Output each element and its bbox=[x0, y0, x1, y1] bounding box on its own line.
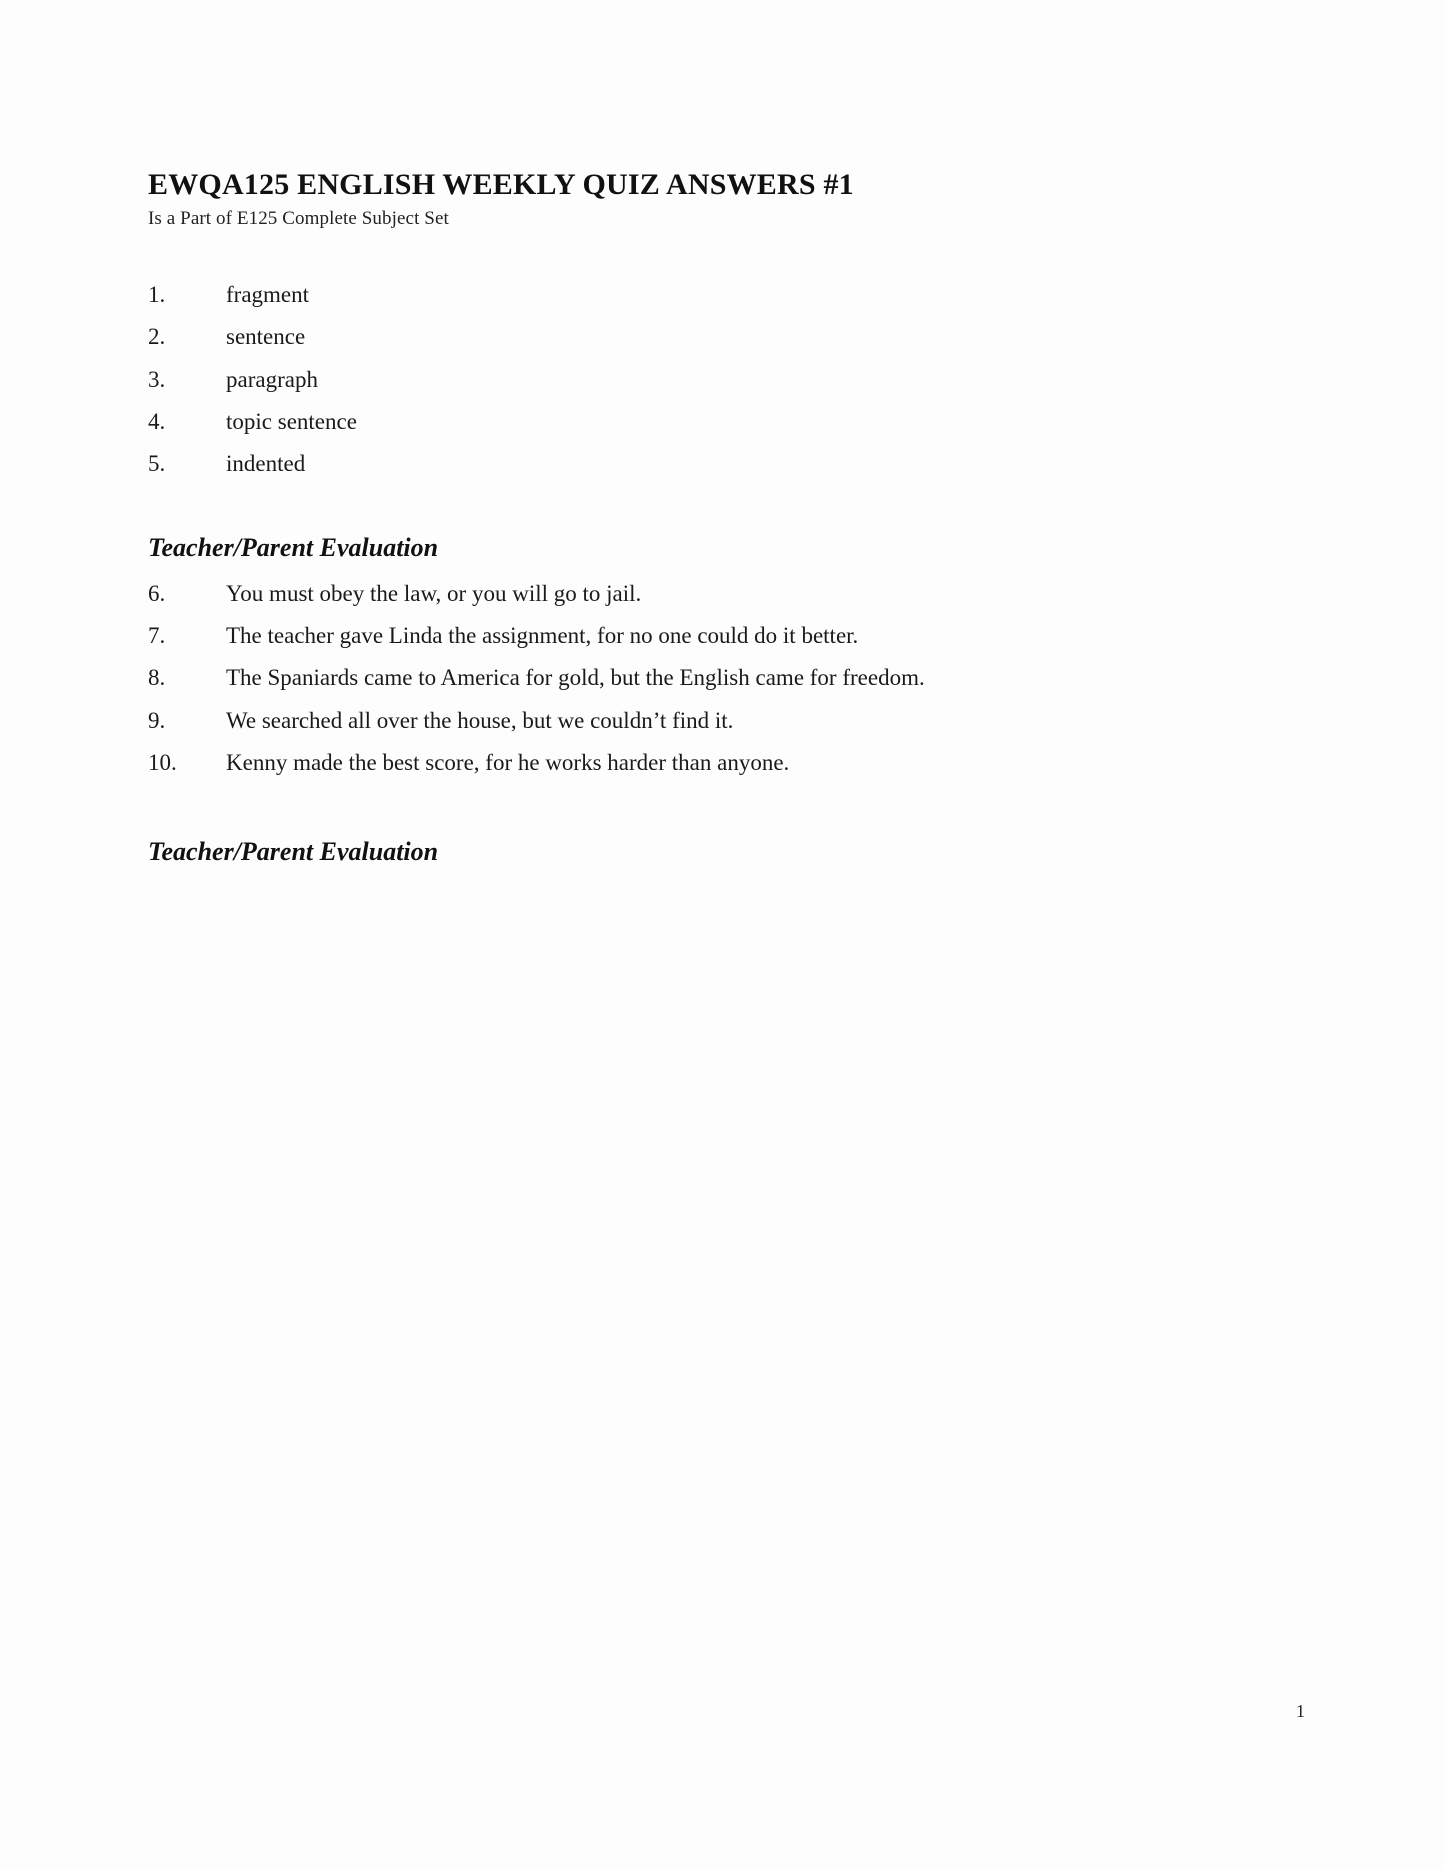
list-item-number: 5. bbox=[148, 451, 166, 477]
list-item bbox=[148, 704, 1268, 737]
list-item-text: Kenny made the best score, for he works harder than anyone. bbox=[226, 750, 790, 776]
list-item-number: 6. bbox=[148, 580, 166, 606]
answer-list-part-two bbox=[148, 577, 1268, 780]
list-item bbox=[148, 577, 1268, 610]
list-item bbox=[148, 447, 1268, 480]
list-item-text: The teacher gave Linda the assignment, for no one could do it better. bbox=[226, 623, 859, 649]
list-item-text: indented bbox=[226, 451, 306, 477]
list-item-number: 8. bbox=[148, 665, 166, 691]
list-item-text: topic sentence bbox=[226, 409, 357, 435]
list-item-number: 4. bbox=[148, 409, 166, 435]
list-item-number: 9. bbox=[148, 707, 166, 733]
section-heading-evaluation-two: Teacher/Parent Evaluation bbox=[148, 837, 439, 867]
document-content bbox=[148, 168, 1268, 881]
list-item bbox=[148, 619, 1268, 652]
answer-list-part-one bbox=[148, 278, 1268, 481]
list-item-number: 2. bbox=[148, 324, 166, 350]
section-heading-evaluation-one: Teacher/Parent Evaluation bbox=[148, 532, 439, 562]
list-item-text: sentence bbox=[226, 324, 306, 350]
list-item-number: 10. bbox=[148, 750, 177, 776]
list-item bbox=[148, 320, 1268, 353]
page-title: EWQA125 ENGLISH WEEKLY QUIZ ANSWERS #1 bbox=[148, 168, 854, 201]
list-item-text: You must obey the law, or you will go to jail. bbox=[226, 580, 642, 606]
list-item-text: fragment bbox=[226, 282, 310, 307]
list-item bbox=[148, 661, 1268, 694]
list-item bbox=[148, 405, 1268, 438]
list-item-number: 1. bbox=[148, 282, 166, 307]
list-item bbox=[148, 278, 1268, 311]
list-item bbox=[148, 363, 1268, 396]
list-item-number: 7. bbox=[148, 623, 166, 649]
page-subtitle: Is a Part of E125 Complete Subject Set bbox=[148, 208, 449, 229]
list-item-number: 3. bbox=[148, 366, 166, 392]
list-item-text: We searched all over the house, but we couldn’t find it. bbox=[226, 707, 734, 733]
page-number: 1 bbox=[1296, 1701, 1305, 1721]
list-item-text: paragraph bbox=[226, 366, 318, 392]
list-item-text: The Spaniards came to America for gold, but the English came for freedom. bbox=[226, 665, 925, 691]
list-item bbox=[148, 746, 1268, 779]
